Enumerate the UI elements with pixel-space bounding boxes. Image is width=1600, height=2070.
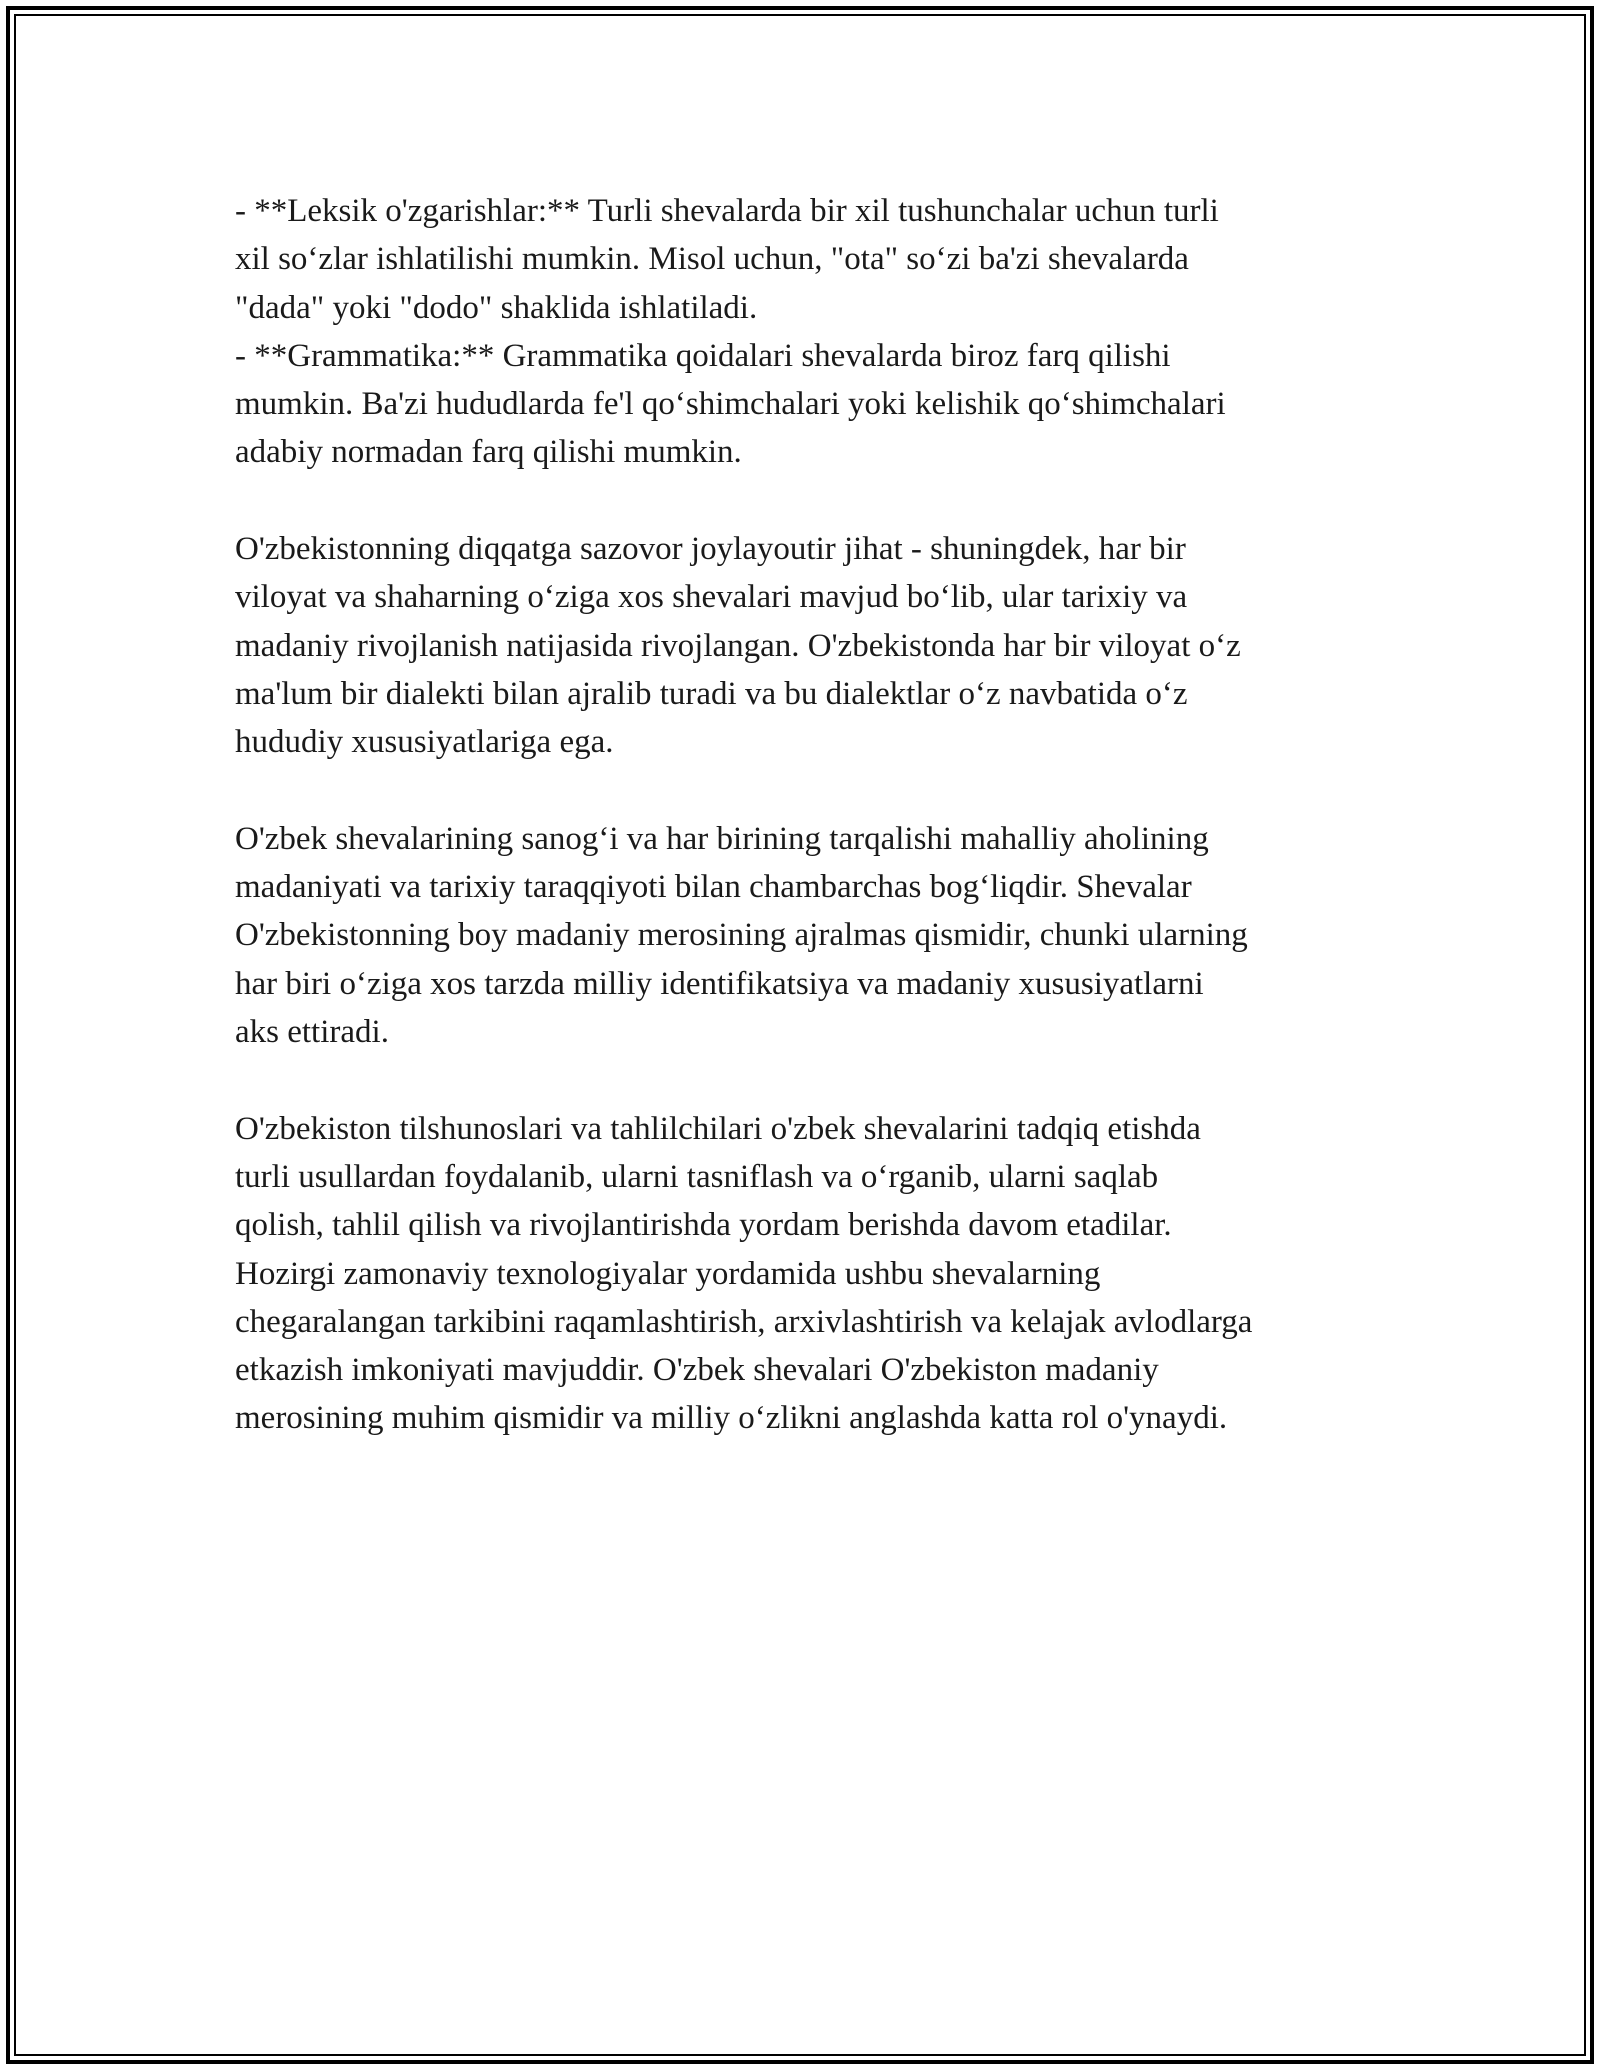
paragraph-lexical-grammar (235, 187, 1375, 477)
text-line: turli usullardan foydalanib, ularni tasniflash va o‘rganib, ularni saqlab (235, 1158, 1159, 1195)
text-line: viloyat va shaharning o‘ziga xos shevalari mavjud bo‘lib, ular tarixiy va (235, 579, 1188, 616)
text-line: har biri o‘ziga xos tarzda milliy identifikatsiya va madaniy xususiyatlarni (235, 965, 1204, 1002)
text-line: merosining muhim qismidir va milliy o‘zlikni anglashda katta rol o'ynaydi. (235, 1400, 1228, 1437)
text-line: chegaralangan tarkibini raqamlashtirish, arxivlashtirish va kelajak avlodlarga (235, 1303, 1253, 1340)
text-line: O'zbekiston tilshunoslari va tahlilchilari o'zbek shevalarini tadqiq etishda (235, 1110, 1201, 1147)
text-line: adabiy normadan farq qilishi mumkin. (235, 434, 742, 471)
text-line: qolish, tahlil qilish va rivojlantirishda yordam berishda davom etadilar. (235, 1207, 1172, 1244)
text-line: "dada" yoki "dodo" shaklida ishlatiladi. (235, 289, 758, 326)
text-line: aks ettiradi. (235, 1014, 389, 1051)
text-line: etkazish imkoniyati mavjuddir. O'zbek shevalari O'zbekiston madaniy (235, 1352, 1159, 1389)
text-line: ma'lum bir dialekti bilan ajralib turadi va bu dialektlar o‘z navbatida o‘z (235, 675, 1188, 712)
text-line: O'zbek shevalarining sanog‘i va har birining tarqalishi mahalliy aholining (235, 820, 1209, 857)
text-line: Hozirgi zamonaviy texnologiyalar yordamida ushbu shevalarning (235, 1255, 1101, 1292)
text-line: madaniy rivojlanish natijasida rivojlangan. O'zbekistonda har bir viloyat o‘z (235, 627, 1241, 664)
text-line: O'zbekistonning diqqatga sazovor joylayoutir jihat - shuningdek, har bir (235, 531, 1186, 568)
paragraph-dialect-distribution (235, 815, 1375, 1056)
text-line: O'zbekistonning boy madaniy merosining ajralmas qismidir, chunki ularning (235, 917, 1248, 954)
text-line: - **Leksik o'zgarishlar:** Turli shevalarda bir xil tushunchalar uchun turli (235, 193, 1219, 229)
text-line: mumkin. Ba'zi hududlarda fe'l qo‘shimchalari yoki kelishik qo‘shimchalari (235, 386, 1226, 423)
text-line: - **Grammatika:** Grammatika qoidalari shevalarda biroz farq qilishi (235, 337, 1171, 374)
paragraph-regional-dialects (235, 525, 1375, 766)
document-body (235, 187, 1375, 1443)
text-line: hududiy xususiyatlariga ega. (235, 724, 614, 761)
paragraph-linguists-research (235, 1105, 1375, 1443)
text-line: xil so‘zlar ishlatilishi mumkin. Misol uchun, "ota" so‘zi ba'zi shevalarda (235, 241, 1189, 278)
text-line: madaniyati va tarixiy taraqqiyoti bilan chambarchas bog‘liqdir. Shevalar (235, 869, 1192, 906)
